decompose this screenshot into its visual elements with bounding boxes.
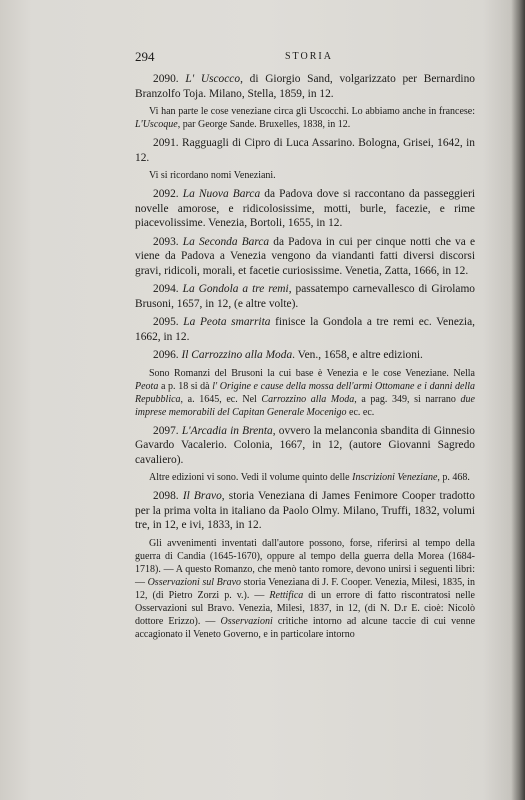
note-text: a p. 18 si dà bbox=[158, 380, 213, 392]
entry-note-2098 bbox=[135, 537, 475, 641]
running-head: STORIA bbox=[285, 51, 333, 62]
entry-title: La Seconda Barca bbox=[182, 235, 270, 248]
bibliography-entry-2096 bbox=[135, 348, 475, 363]
entry-title: La Gondola a tre remi bbox=[182, 283, 289, 295]
entry-number: 2093. bbox=[153, 235, 179, 248]
page-spine-shadow bbox=[511, 0, 525, 800]
bibliography-entry-2095 bbox=[135, 315, 475, 344]
entry-number: 2098. bbox=[153, 490, 179, 502]
entry-text: , storia Veneziana di James Fenimore Cooper tradotto per la prima volta in italiano da Paolo Olmy. Milano, Truffi, 1832, volumi tre, in 12, e ivi, 1833, in 12. bbox=[135, 490, 475, 531]
note-text: critiche intorno ad alcune taccie di cui venne accagionato il Veneto Governo, e in particolare intorno bbox=[135, 615, 476, 640]
entry-note-2091 bbox=[135, 169, 475, 182]
entry-number: 2097. bbox=[153, 424, 179, 437]
entry-note-2097 bbox=[135, 471, 475, 484]
entry-number: 2091. bbox=[153, 137, 179, 149]
note-italic-title: Inscrizioni Veneziane bbox=[352, 472, 438, 483]
entry-title: L' Uscocco bbox=[185, 73, 241, 85]
page-body bbox=[135, 72, 475, 646]
note-text: di un errore di fatto riscontratosi nelle Osservazioni sul Bravo. Venezia, Milesi, 1837, in 12, (di N. D.r E. cioè: Nicolò dottore Erizzo). — bbox=[135, 589, 475, 627]
entry-number: 2095. bbox=[153, 316, 179, 328]
entry-text: finisce la Gondola a tre remi ec. Venezia, 1662, in 12. bbox=[135, 316, 475, 343]
entry-text: da Padova in cui per cinque notti che va e viene da Padova a Venezia vengono da viandanti fatti diversi discorsi gravi, ridicoli, morali, et facetie curiosissime. Venetia, Zatta, 1666, in 12. bbox=[135, 235, 475, 277]
note-italic-title: l' Origine e cause della mossa dell'armi Ottomane e i danni della Repubblica bbox=[135, 380, 476, 405]
note-italic-title: Carrozzino alla Moda bbox=[261, 393, 355, 405]
note-text: ec. ec. bbox=[346, 406, 375, 418]
entry-number: 2094. bbox=[153, 283, 179, 295]
note-text: storia Veneziana di J. F. Cooper. Venezia, Milesi, 1835, in 12, (di Pietro Zorzi p. v.). — bbox=[135, 576, 475, 601]
note-italic-title: Rettifica bbox=[269, 589, 304, 601]
note-text: , a. 1645, ec. Nel bbox=[180, 393, 262, 405]
note-text: , par George Sande. Bruxelles, 1838, in 12. bbox=[177, 119, 351, 130]
note-italic-title: Osservazioni bbox=[220, 615, 273, 627]
note-italic-title: Peota bbox=[135, 380, 159, 392]
entry-number: 2096. bbox=[153, 349, 179, 361]
note-text: Altre edizioni vi sono. Vedi il volume quinto delle bbox=[149, 472, 353, 483]
entry-title: La Nuova Barca bbox=[182, 188, 261, 200]
bibliography-entry-2091 bbox=[135, 136, 475, 165]
bibliography-entry-2092 bbox=[135, 187, 475, 231]
entry-text: . Ven., 1658, e altre edizioni. bbox=[292, 349, 423, 361]
entry-text: da Padova dove si raccontano da passeggieri novelle amorose, e ridicolosissime, motti, burle, facezie, e rime piacevolissime. Venezia, Bortoli, 1655, in 12. bbox=[135, 188, 475, 229]
note-text: Gli avvenimenti inventati dall'autore possono, forse, riferirsi al tempo della guerra di Candia (1645-1670), oppure al tempo della guerra della Morea (1684-1718). — A questo Romanzo, che menò tanto romore, devono unirsi i seguenti libri: — bbox=[135, 537, 475, 588]
entry-title: La Peota smarrita bbox=[183, 316, 271, 328]
entry-text: Ragguagli di Cipro di Luca Assarino. Bologna, Grisei, 1642, in 12. bbox=[135, 137, 475, 164]
page-header bbox=[135, 49, 475, 65]
note-text: Sono Romanzi del Brusoni la cui base è Venezia e le cose Veneziane. Nella bbox=[149, 367, 475, 379]
bibliography-entry-2090 bbox=[135, 72, 475, 101]
entry-number: 2090. bbox=[153, 73, 179, 85]
entry-title: Il Carrozzino alla Moda bbox=[181, 349, 293, 361]
page-number: 294 bbox=[135, 49, 155, 64]
entry-note-2096 bbox=[135, 367, 475, 419]
bibliography-entry-2097 bbox=[135, 424, 475, 468]
note-text: Vi han parte le cose veneziane circa gli Uscocchi. Lo abbiamo anche in francese: bbox=[149, 106, 475, 117]
note-italic-title: due imprese memorabili del Capitan Generale Mocenigo bbox=[135, 393, 475, 418]
note-text: , a pag. 349, si narrano bbox=[354, 393, 461, 405]
note-text: , p. 468. bbox=[437, 472, 470, 483]
note-text: Vi si ricordano nomi Veneziani. bbox=[149, 170, 276, 181]
bibliography-entry-2094 bbox=[135, 282, 475, 311]
bibliography-entry-2098 bbox=[135, 489, 475, 533]
note-italic-title: L'Uscoque bbox=[135, 119, 178, 130]
entry-title: L'Arcadia in Brenta bbox=[181, 424, 273, 437]
entry-number: 2092. bbox=[153, 188, 179, 200]
entry-title: Il Bravo bbox=[182, 490, 222, 502]
entry-text: , di Giorgio Sand, volgarizzato per Bernardino Branzolfo Toja. Milano, Stella, 1859, in 12. bbox=[135, 73, 475, 100]
note-italic-title: Osservazioni sul Bravo bbox=[147, 576, 242, 588]
bibliography-entry-2093 bbox=[135, 235, 475, 279]
entry-text: , passatempo carnevallesco di Girolamo Brusoni, 1657, in 12, (e altre volte). bbox=[135, 283, 475, 310]
entry-text: , ovvero la melanconia sbandita di Ginnesio Gavardo Vacalerio. Colonia, 1667, in 12, (autore Giovanni Sagredo cavaliero). bbox=[135, 424, 476, 466]
entry-note-2090 bbox=[135, 105, 475, 131]
